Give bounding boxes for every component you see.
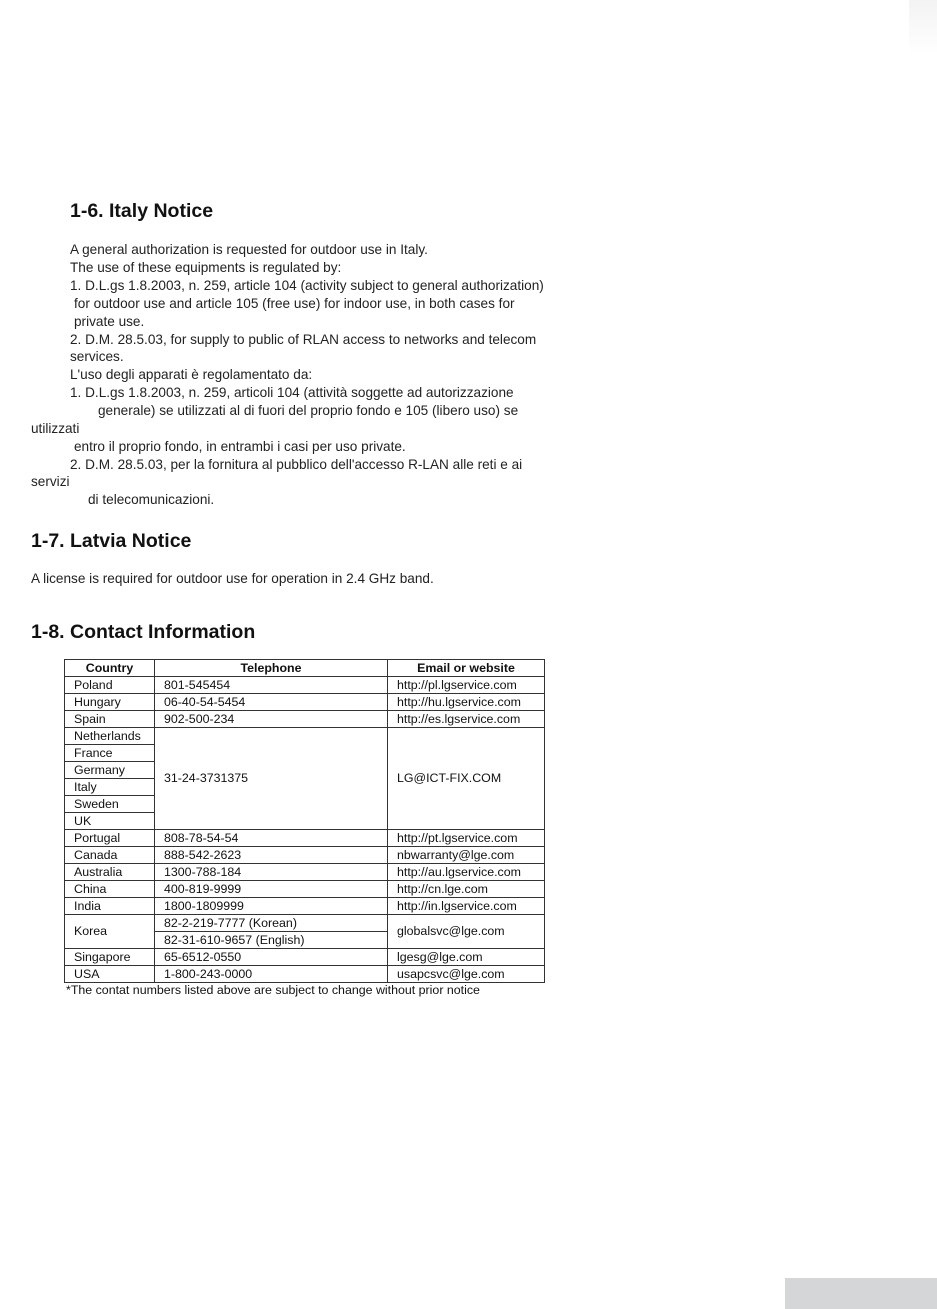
country-cell: Korea: [65, 915, 155, 949]
contact-footnote: *The contat numbers listed above are subject to change without prior notice: [66, 983, 480, 997]
table-row: [65, 677, 545, 694]
country-cell: Germany: [65, 762, 155, 779]
phone-cell: 902-500-234: [155, 711, 388, 728]
web-cell: http://es.lgservice.com: [388, 711, 545, 728]
table-row: [65, 694, 545, 711]
country-cell: Hungary: [65, 694, 155, 711]
italy-line: A general authorization is requested for outdoor use in Italy.: [70, 242, 428, 257]
table-row: [65, 949, 545, 966]
country-cell: India: [65, 898, 155, 915]
phone-cell: 82-2-219-7777 (Korean): [155, 915, 388, 932]
web-cell: http://au.lgservice.com: [388, 864, 545, 881]
country-cell: USA: [65, 966, 155, 983]
table-row: [65, 915, 545, 932]
italy-notice-heading: 1-6. Italy Notice: [70, 200, 214, 222]
italy-line: private use.: [74, 314, 145, 329]
country-cell: UK: [65, 813, 155, 830]
country-cell: Italy: [65, 779, 155, 796]
column-header-country: Country: [65, 660, 155, 677]
italy-line: servizi: [31, 474, 70, 489]
phone-cell: 400-819-9999: [155, 881, 388, 898]
web-cell: http://cn.lge.com: [388, 881, 545, 898]
italy-line: generale) se utilizzati al di fuori del proprio fondo e 105 (libero uso) se: [98, 403, 519, 418]
italy-line: 1. D.L.gs 1.8.2003, n. 259, article 104 (activity subject to general authorization): [70, 278, 544, 293]
italy-line: 2. D.M. 28.5.03, for supply to public of RLAN access to networks and telecom: [70, 332, 537, 347]
web-cell: http://in.lgservice.com: [388, 898, 545, 915]
table-row: [65, 898, 545, 915]
italy-line: for outdoor use and article 105 (free use) for indoor use, in both cases for: [74, 296, 515, 311]
country-cell: Spain: [65, 711, 155, 728]
table-header-row: [65, 660, 545, 677]
web-cell: usapcsvc@lge.com: [388, 966, 545, 983]
table-row: [65, 966, 545, 983]
country-cell: Canada: [65, 847, 155, 864]
contact-heading: 1-8. Contact Information: [31, 621, 256, 643]
latvia-text: A license is required for outdoor use for operation in 2.4 GHz band.: [31, 571, 434, 586]
country-cell: China: [65, 881, 155, 898]
country-cell: France: [65, 745, 155, 762]
italy-line: utilizzati: [31, 421, 80, 436]
corner-shade: [909, 0, 937, 55]
phone-cell: 1300-788-184: [155, 864, 388, 881]
italy-line: services.: [70, 349, 124, 364]
table-row: [65, 864, 545, 881]
table-row: [65, 728, 545, 745]
web-cell: http://pt.lgservice.com: [388, 830, 545, 847]
phone-cell: 06-40-54-5454: [155, 694, 388, 711]
web-cell: http://pl.lgservice.com: [388, 677, 545, 694]
phone-cell: 82-31-610-9657 (English): [155, 932, 388, 949]
country-cell: Singapore: [65, 949, 155, 966]
page-tab: [785, 1278, 937, 1309]
latvia-notice-heading: 1-7. Latvia Notice: [31, 530, 192, 552]
phone-cell: 1800-1809999: [155, 898, 388, 915]
phone-cell: 31-24-3731375: [155, 728, 388, 830]
table-row: [65, 847, 545, 864]
country-cell: Sweden: [65, 796, 155, 813]
web-cell: LG@ICT-FIX.COM: [388, 728, 545, 830]
web-cell: lgesg@lge.com: [388, 949, 545, 966]
phone-cell: 65-6512-0550: [155, 949, 388, 966]
web-cell: globalsvc@lge.com: [388, 915, 545, 949]
italy-line: entro il proprio fondo, in entrambi i casi per uso private.: [74, 439, 406, 454]
phone-cell: 801-545454: [155, 677, 388, 694]
table-row: [65, 881, 545, 898]
table-row: [65, 830, 545, 847]
table-row: [65, 711, 545, 728]
italy-line: di telecomunicazioni.: [88, 492, 215, 507]
country-cell: Australia: [65, 864, 155, 881]
country-cell: Poland: [65, 677, 155, 694]
italy-line: L'uso degli apparati è regolamentato da:: [70, 367, 313, 382]
italy-line: 1. D.L.gs 1.8.2003, n. 259, articoli 104 (attività soggette ad autorizzazione: [70, 385, 514, 400]
contact-table: [64, 659, 545, 983]
phone-cell: 808-78-54-54: [155, 830, 388, 847]
web-cell: http://hu.lgservice.com: [388, 694, 545, 711]
phone-cell: 1-800-243-0000: [155, 966, 388, 983]
italy-line: 2. D.M. 28.5.03, per la fornitura al pubblico dell'accesso R-LAN alle reti e ai: [70, 457, 523, 472]
column-header-telephone: Telephone: [155, 660, 388, 677]
country-cell: Netherlands: [65, 728, 155, 745]
phone-cell: 888-542-2623: [155, 847, 388, 864]
column-header-email: Email or website: [388, 660, 545, 677]
italy-line: The use of these equipments is regulated by:: [70, 260, 342, 275]
web-cell: nbwarranty@lge.com: [388, 847, 545, 864]
country-cell: Portugal: [65, 830, 155, 847]
